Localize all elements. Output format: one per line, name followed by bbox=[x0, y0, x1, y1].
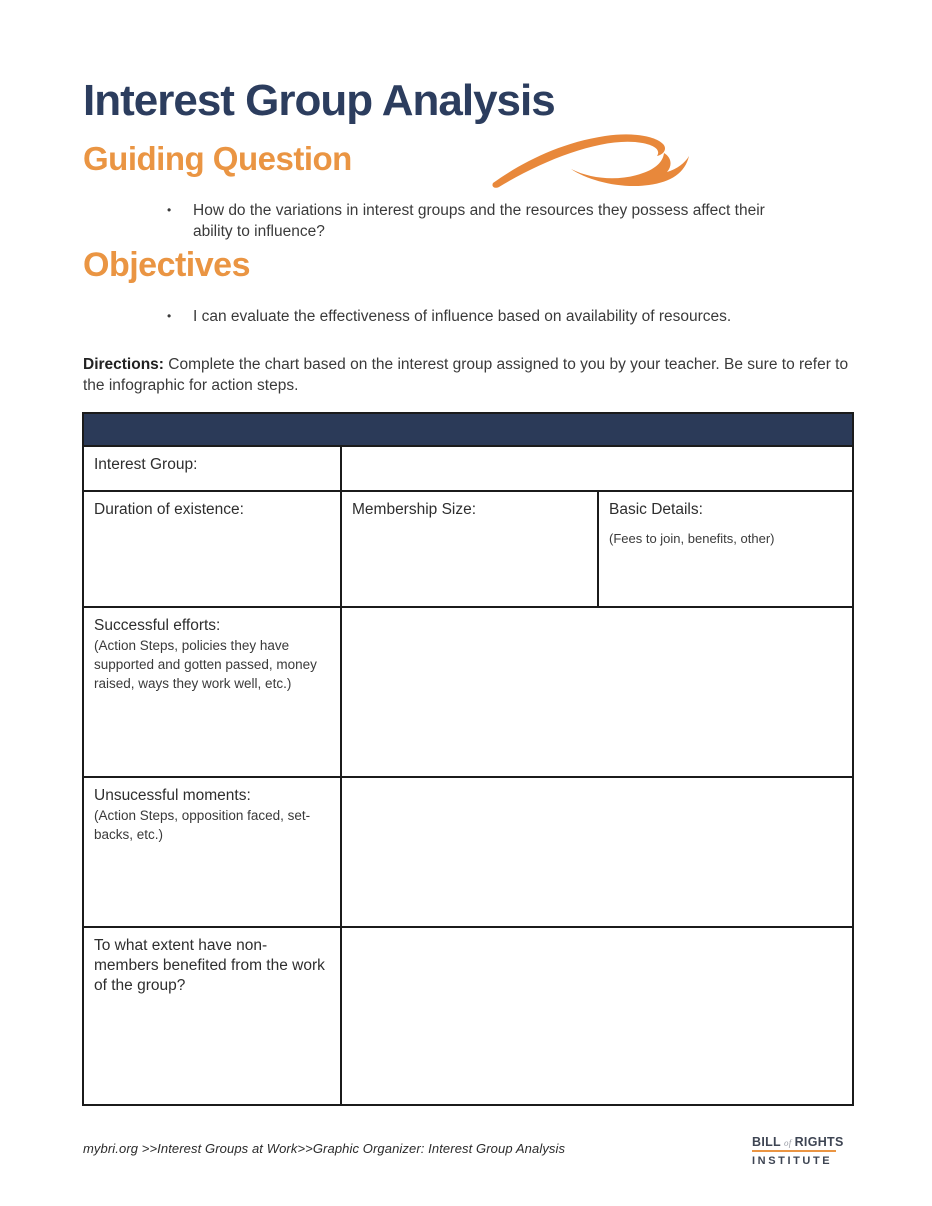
unsuccessful-moments-note: (Action Steps, opposition faced, set-backs, etc.) bbox=[94, 808, 311, 842]
table-row bbox=[83, 491, 853, 607]
logo-of-text: of bbox=[783, 1138, 792, 1148]
guiding-question-list bbox=[83, 200, 783, 242]
bill-of-rights-institute-logo bbox=[752, 1135, 844, 1167]
table-row bbox=[83, 777, 853, 927]
logo-top-line bbox=[752, 1135, 844, 1149]
guiding-question-text: How do the variations in interest groups and the resources they possess affect their ability to influence? bbox=[193, 202, 765, 240]
bullet-icon: • bbox=[167, 309, 172, 323]
list-item bbox=[83, 200, 783, 242]
swoosh-icon bbox=[487, 129, 689, 191]
list-item bbox=[83, 306, 813, 327]
breadcrumb: mybri.org >>Interest Groups at Work>>Graphic Organizer: Interest Group Analysis bbox=[83, 1141, 566, 1156]
membership-size-label: Membership Size: bbox=[352, 501, 477, 518]
table-row bbox=[83, 927, 853, 1105]
logo-bill-text: BILL bbox=[752, 1135, 781, 1149]
nonmembers-answer-cell bbox=[341, 927, 853, 1105]
successful-efforts-note: (Action Steps, policies they have supported and gotten passed, money raised, ways they work well, etc.) bbox=[94, 638, 317, 691]
successful-efforts-cell bbox=[83, 607, 341, 777]
directions-text: Complete the chart based on the interest group assigned to you by your teacher. Be sure to refer to the infographic for action steps. bbox=[83, 356, 849, 394]
objectives-heading: Objectives bbox=[83, 246, 250, 284]
bullet-icon: • bbox=[167, 203, 172, 217]
objective-text: I can evaluate the effectiveness of influence based on availability of resources. bbox=[193, 308, 732, 325]
table-row bbox=[83, 607, 853, 777]
successful-efforts-answer-cell bbox=[341, 607, 853, 777]
interest-group-label: Interest Group: bbox=[94, 456, 198, 473]
table-row bbox=[83, 413, 853, 446]
directions-label: Directions: bbox=[83, 356, 164, 373]
unsuccessful-moments-answer-cell bbox=[341, 777, 853, 927]
nonmembers-question-cell bbox=[83, 927, 341, 1105]
logo-institute-text: INSTITUTE bbox=[752, 1155, 833, 1167]
unsuccessful-moments-cell bbox=[83, 777, 341, 927]
logo-rights-text: RIGHTS bbox=[794, 1135, 844, 1149]
directions-paragraph bbox=[83, 354, 861, 396]
successful-efforts-label: Successful efforts: bbox=[94, 617, 221, 634]
membership-size-cell bbox=[341, 491, 598, 607]
duration-label: Duration of existence: bbox=[94, 501, 244, 518]
table-row bbox=[83, 446, 853, 491]
interest-group-label-cell bbox=[83, 446, 341, 491]
duration-cell bbox=[83, 491, 341, 607]
unsuccessful-moments-label: Unsucessful moments: bbox=[94, 787, 251, 804]
basic-details-label: Basic Details: bbox=[609, 501, 703, 518]
graphic-organizer-table bbox=[82, 412, 854, 1106]
guiding-question-heading: Guiding Question bbox=[83, 140, 352, 177]
interest-group-answer-cell bbox=[341, 446, 853, 491]
page-title: Interest Group Analysis bbox=[83, 76, 555, 125]
basic-details-note: (Fees to join, benefits, other) bbox=[609, 531, 775, 546]
basic-details-cell bbox=[598, 491, 853, 607]
nonmembers-question-label: To what extent have non-members benefited from the work of the group? bbox=[94, 937, 325, 994]
objectives-list bbox=[83, 306, 813, 327]
logo-divider bbox=[752, 1150, 836, 1152]
table-header-bar bbox=[83, 413, 853, 446]
